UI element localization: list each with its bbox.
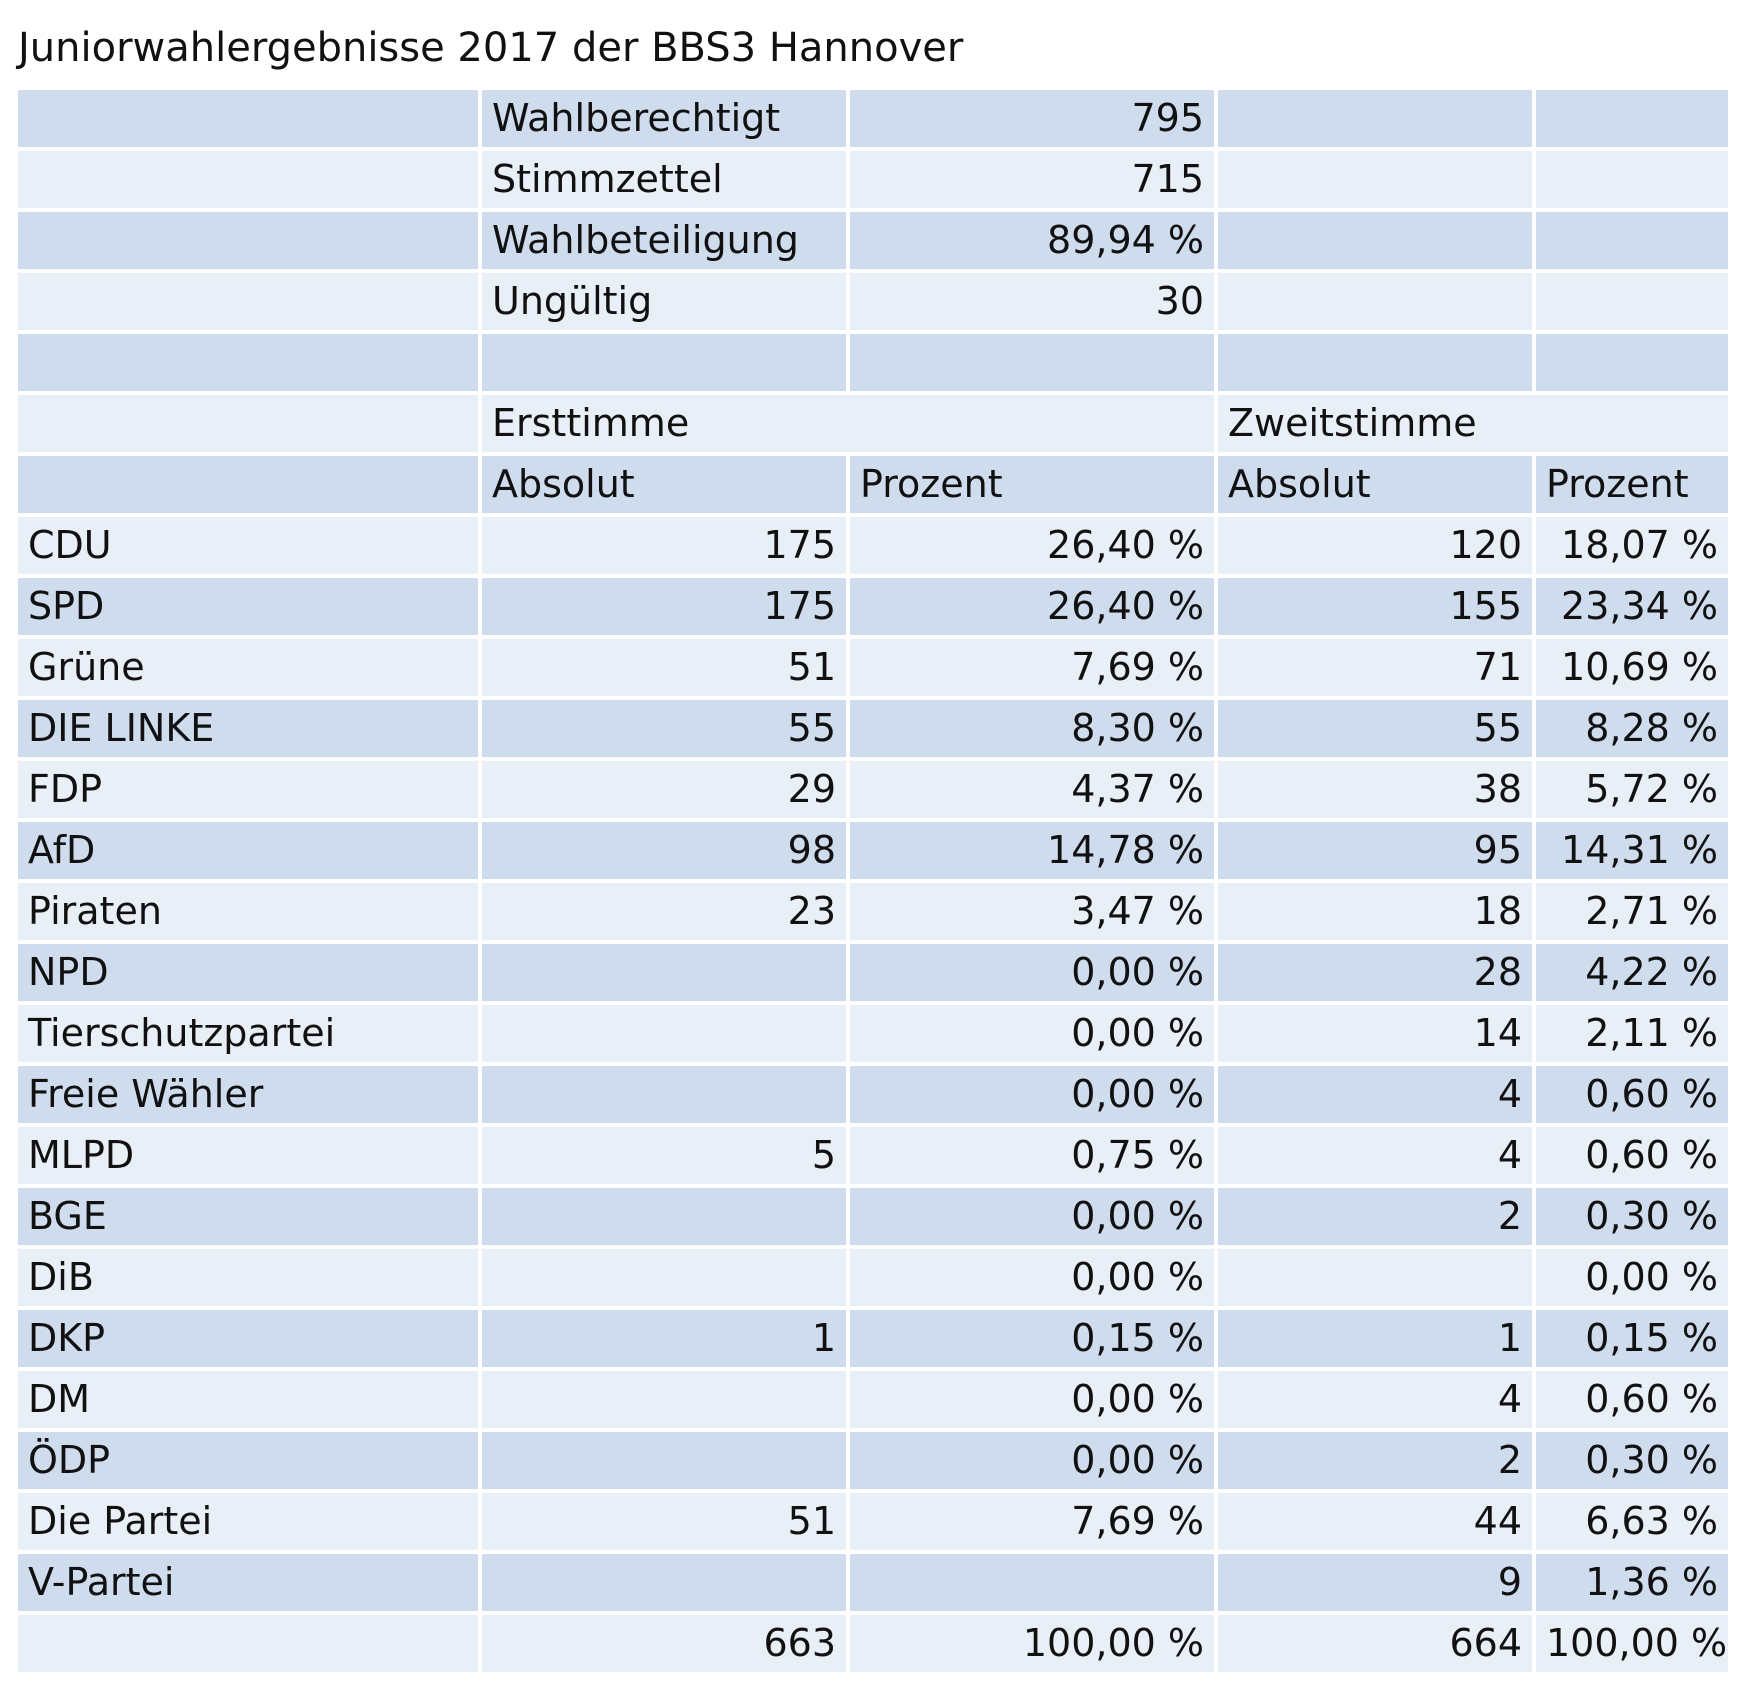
empty-cell [1218, 212, 1532, 269]
erststimme-prozent: 0,00 % [850, 944, 1214, 1001]
erststimme-prozent: 0,00 % [850, 1432, 1214, 1489]
zweitstimme-absolut [1218, 1249, 1532, 1306]
party-name: DiB [18, 1249, 478, 1306]
prozent-header: Prozent [850, 456, 1214, 513]
erststimme-prozent: 26,40 % [850, 578, 1214, 635]
summary-row-ungueltig [18, 273, 1728, 330]
totals-row [18, 1615, 1728, 1672]
empty-cell [850, 334, 1214, 391]
party-row [18, 883, 1728, 940]
erststimme-absolut: 51 [482, 639, 846, 696]
zweitstimme-absolut: 9 [1218, 1554, 1532, 1611]
zweitstimme-absolut: 2 [1218, 1188, 1532, 1245]
summary-value: 89,94 % [850, 212, 1214, 269]
empty-cell [18, 1615, 478, 1672]
zweitstimme-absolut: 18 [1218, 883, 1532, 940]
empty-cell [1536, 334, 1728, 391]
absolut-header: Absolut [482, 456, 846, 513]
party-name: ÖDP [18, 1432, 478, 1489]
party-row [18, 639, 1728, 696]
spacer-row [18, 334, 1728, 391]
party-row [18, 1371, 1728, 1428]
erststimme-prozent: 0,75 % [850, 1127, 1214, 1184]
zweitstimme-absolut: 28 [1218, 944, 1532, 1001]
party-name: DM [18, 1371, 478, 1428]
erststimme-absolut [482, 1188, 846, 1245]
erststimme-header: Ersttimme [482, 395, 1214, 452]
party-row [18, 1005, 1728, 1062]
summary-value: 795 [850, 90, 1214, 147]
party-name: V-Partei [18, 1554, 478, 1611]
party-name: SPD [18, 578, 478, 635]
summary-row-stimmzettel [18, 151, 1728, 208]
summary-value: 30 [850, 273, 1214, 330]
party-row [18, 578, 1728, 635]
party-row [18, 700, 1728, 757]
party-row [18, 1310, 1728, 1367]
summary-value: 715 [850, 151, 1214, 208]
party-name: DIE LINKE [18, 700, 478, 757]
zweitstimme-absolut: 1 [1218, 1310, 1532, 1367]
prozent-header: Prozent [1536, 456, 1728, 513]
empty-cell [18, 212, 478, 269]
erststimme-prozent: 0,00 % [850, 1249, 1214, 1306]
zweitstimme-absolut: 4 [1218, 1371, 1532, 1428]
erststimme-prozent: 4,37 % [850, 761, 1214, 818]
empty-cell [1218, 90, 1532, 147]
zweitstimme-absolut: 38 [1218, 761, 1532, 818]
zweitstimme-prozent: 23,34 % [1536, 578, 1728, 635]
zweitstimme-prozent: 0,00 % [1536, 1249, 1728, 1306]
erststimme-absolut: 51 [482, 1493, 846, 1550]
zweitstimme-prozent: 0,60 % [1536, 1066, 1728, 1123]
erststimme-absolut: 29 [482, 761, 846, 818]
zweitstimme-prozent: 1,36 % [1536, 1554, 1728, 1611]
absolut-header: Absolut [1218, 456, 1532, 513]
erststimme-prozent: 14,78 % [850, 822, 1214, 879]
party-name: CDU [18, 517, 478, 574]
erststimme-absolut: 1 [482, 1310, 846, 1367]
zweitstimme-prozent: 8,28 % [1536, 700, 1728, 757]
empty-cell [1218, 151, 1532, 208]
erststimme-prozent: 8,30 % [850, 700, 1214, 757]
erststimme-absolut [482, 1554, 846, 1611]
party-name: Piraten [18, 883, 478, 940]
total-zweitstimme-prozent: 100,00 % [1536, 1615, 1728, 1672]
zweitstimme-absolut: 155 [1218, 578, 1532, 635]
erststimme-absolut [482, 1432, 846, 1489]
party-name: Tierschutzpartei [18, 1005, 478, 1062]
zweitstimme-prozent: 5,72 % [1536, 761, 1728, 818]
empty-cell [18, 273, 478, 330]
total-erststimme-prozent: 100,00 % [850, 1615, 1214, 1672]
empty-cell [1536, 273, 1728, 330]
zweitstimme-prozent: 0,60 % [1536, 1371, 1728, 1428]
zweitstimme-prozent: 10,69 % [1536, 639, 1728, 696]
party-name: MLPD [18, 1127, 478, 1184]
party-row [18, 1188, 1728, 1245]
empty-cell [18, 334, 478, 391]
total-erststimme-absolut: 663 [482, 1615, 846, 1672]
empty-cell [1218, 273, 1532, 330]
empty-cell [482, 334, 846, 391]
zweitstimme-absolut: 2 [1218, 1432, 1532, 1489]
results-table-body [18, 90, 1728, 513]
summary-label: Ungültig [482, 273, 846, 330]
summary-label: Stimmzettel [482, 151, 846, 208]
erststimme-prozent: 0,00 % [850, 1005, 1214, 1062]
results-table [14, 86, 1732, 1676]
erststimme-prozent: 0,00 % [850, 1066, 1214, 1123]
party-name: FDP [18, 761, 478, 818]
empty-cell [1536, 212, 1728, 269]
party-row [18, 761, 1728, 818]
erststimme-prozent: 26,40 % [850, 517, 1214, 574]
erststimme-absolut [482, 1249, 846, 1306]
zweitstimme-prozent: 6,63 % [1536, 1493, 1728, 1550]
erststimme-prozent: 3,47 % [850, 883, 1214, 940]
zweitstimme-absolut: 95 [1218, 822, 1532, 879]
party-row [18, 517, 1728, 574]
party-name: AfD [18, 822, 478, 879]
empty-cell [18, 90, 478, 147]
party-name: Freie Wähler [18, 1066, 478, 1123]
erststimme-absolut: 55 [482, 700, 846, 757]
empty-cell [18, 151, 478, 208]
zweitstimme-absolut: 55 [1218, 700, 1532, 757]
zweitstimme-prozent: 14,31 % [1536, 822, 1728, 879]
zweitstimme-prozent: 0,30 % [1536, 1188, 1728, 1245]
party-name: NPD [18, 944, 478, 1001]
zweitstimme-prozent: 0,15 % [1536, 1310, 1728, 1367]
vote-type-header-row [18, 395, 1728, 452]
party-row [18, 1249, 1728, 1306]
summary-row-wahlberechtigt [18, 90, 1728, 147]
summary-label: Wahlberechtigt [482, 90, 846, 147]
zweitstimme-prozent: 0,30 % [1536, 1432, 1728, 1489]
erststimme-absolut: 175 [482, 517, 846, 574]
zweitstimme-prozent: 0,60 % [1536, 1127, 1728, 1184]
party-row [18, 1493, 1728, 1550]
empty-cell [1536, 151, 1728, 208]
zweitstimme-header: Zweitstimme [1218, 395, 1728, 452]
zweitstimme-prozent: 2,11 % [1536, 1005, 1728, 1062]
zweitstimme-absolut: 4 [1218, 1066, 1532, 1123]
erststimme-absolut [482, 944, 846, 1001]
zweitstimme-absolut: 71 [1218, 639, 1532, 696]
total-zweitstimme-absolut: 664 [1218, 1615, 1532, 1672]
party-name: DKP [18, 1310, 478, 1367]
summary-row-wahlbeteiligung [18, 212, 1728, 269]
erststimme-prozent [850, 1554, 1214, 1611]
erststimme-absolut: 175 [482, 578, 846, 635]
erststimme-absolut [482, 1371, 846, 1428]
erststimme-prozent: 7,69 % [850, 1493, 1214, 1550]
erststimme-prozent: 0,15 % [850, 1310, 1214, 1367]
party-row [18, 1066, 1728, 1123]
empty-cell [18, 456, 478, 513]
party-name: BGE [18, 1188, 478, 1245]
party-rows [18, 517, 1728, 1611]
party-row [18, 1127, 1728, 1184]
party-name: Die Partei [18, 1493, 478, 1550]
party-row [18, 1432, 1728, 1489]
party-row [18, 944, 1728, 1001]
zweitstimme-prozent: 18,07 % [1536, 517, 1728, 574]
erststimme-prozent: 0,00 % [850, 1371, 1214, 1428]
page-title: Juniorwahlergebnisse 2017 der BBS3 Hannover [18, 25, 964, 71]
party-name: Grüne [18, 639, 478, 696]
summary-label: Wahlbeteiligung [482, 212, 846, 269]
erststimme-prozent: 7,69 % [850, 639, 1214, 696]
zweitstimme-absolut: 14 [1218, 1005, 1532, 1062]
erststimme-absolut: 98 [482, 822, 846, 879]
erststimme-absolut: 5 [482, 1127, 846, 1184]
party-row [18, 822, 1728, 879]
zweitstimme-prozent: 4,22 % [1536, 944, 1728, 1001]
zweitstimme-absolut: 44 [1218, 1493, 1532, 1550]
erststimme-absolut [482, 1005, 846, 1062]
party-row [18, 1554, 1728, 1611]
zweitstimme-prozent: 2,71 % [1536, 883, 1728, 940]
totals-body [18, 1615, 1728, 1672]
erststimme-prozent: 0,00 % [850, 1188, 1214, 1245]
empty-cell [1536, 90, 1728, 147]
zweitstimme-absolut: 120 [1218, 517, 1532, 574]
empty-cell [18, 395, 478, 452]
erststimme-absolut [482, 1066, 846, 1123]
empty-cell [1218, 334, 1532, 391]
zweitstimme-absolut: 4 [1218, 1127, 1532, 1184]
column-header-row [18, 456, 1728, 513]
erststimme-absolut: 23 [482, 883, 846, 940]
